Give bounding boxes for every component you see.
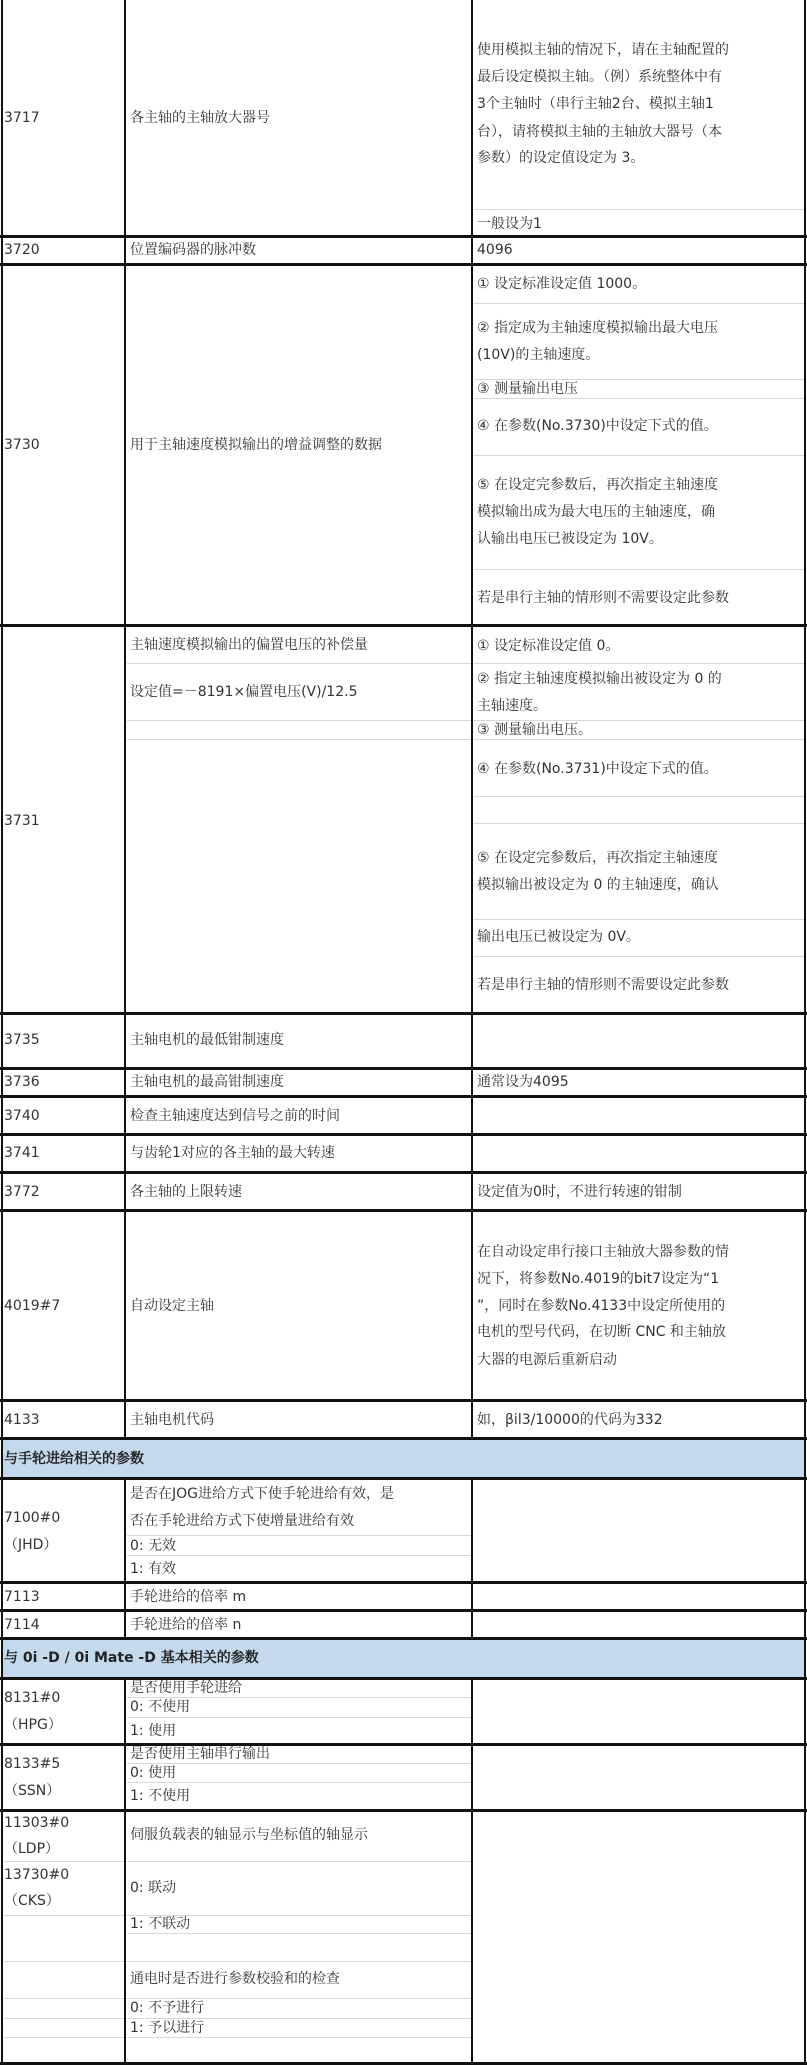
- param-number: 3720: [4, 242, 40, 258]
- divider: [127, 1535, 471, 1536]
- param-desc: ④ 在参数(No.3730)中设定下式的值。: [477, 418, 718, 434]
- divider: [127, 663, 471, 664]
- param-desc: ① 设定标准设定值 1000。: [477, 276, 647, 292]
- section-title: 与手轮进给相关的参数: [4, 1451, 144, 1467]
- row-border: [0, 1809, 807, 1812]
- param-option: 0: 使用: [130, 1765, 177, 1781]
- param-formula: 设定值=－8191×偏置电压(V)/12.5: [130, 684, 358, 700]
- divider: [474, 303, 804, 304]
- param-number: 3741: [4, 1145, 40, 1161]
- param-option: 1: 有效: [130, 1561, 177, 1577]
- param-number: 7113: [4, 1589, 40, 1605]
- row-border: [0, 1677, 807, 1680]
- divider: [474, 919, 804, 920]
- param-name: 主轴电机代码: [130, 1412, 214, 1428]
- section-title: 与 0i -D / 0i Mate -D 基本相关的参数: [4, 1650, 259, 1666]
- col-border: [1, 0, 3, 2065]
- divider: [474, 209, 804, 210]
- param-desc: ⑤ 在设定完参数后，再次指定主轴速度: [477, 850, 718, 866]
- param-name: 主轴电机的最低钳制速度: [130, 1032, 284, 1048]
- divider: [474, 720, 804, 721]
- param-name: 自动设定主轴: [130, 1298, 214, 1314]
- param-desc: ② 指定成为主轴速度模拟输出最大电压: [477, 320, 718, 336]
- param-desc: ⑤ 在设定完参数后，再次指定主轴速度: [477, 477, 718, 493]
- param-option: 1: 不联动: [130, 1916, 191, 1932]
- param-desc: ④ 在参数(No.3731)中设定下式的值。: [477, 761, 718, 777]
- param-symbol: （SSN）: [4, 1783, 61, 1799]
- divider: [474, 739, 804, 740]
- param-name: 用于主轴速度模拟输出的增益调整的数据: [130, 437, 382, 453]
- param-number: 4133: [4, 1412, 40, 1428]
- divider: [127, 1933, 471, 1934]
- param-desc: 电机的型号代码，在切断 CNC 和主轴放: [477, 1324, 726, 1340]
- divider: [4, 1961, 124, 1962]
- param-desc: 模拟输出成为最大电压的主轴速度，确: [477, 504, 715, 520]
- row-border: [0, 1637, 807, 1640]
- row-border: [0, 1171, 807, 1174]
- param-desc: 况下，将参数No.4019的bit7设定为“1: [477, 1271, 720, 1287]
- row-border: [0, 1581, 807, 1584]
- divider: [4, 1861, 124, 1862]
- row-border: [0, 1609, 807, 1612]
- param-number: 7114: [4, 1617, 40, 1633]
- param-option: 0: 不使用: [130, 1699, 191, 1715]
- divider: [474, 398, 804, 399]
- row-border: [0, 263, 807, 266]
- param-name: 是否使用手轮进给: [130, 1680, 242, 1696]
- param-desc: 输出电压已被设定为 0V。: [477, 929, 640, 945]
- row-border: [0, 1067, 807, 1070]
- col-border: [471, 1678, 473, 2065]
- param-desc: 主轴速度。: [477, 698, 547, 714]
- divider: [474, 796, 804, 797]
- param-number: 3740: [4, 1108, 40, 1124]
- param-number: 3772: [4, 1184, 40, 1200]
- row-border: [0, 1743, 807, 1746]
- divider: [474, 663, 804, 664]
- param-desc: 在自动设定串行接口主轴放大器参数的情: [477, 1244, 729, 1260]
- param-name: 各主轴的主轴放大器号: [130, 110, 270, 126]
- param-number: 8131#0: [4, 1690, 61, 1706]
- param-name: 是否使用主轴串行输出: [130, 1746, 270, 1762]
- divider: [127, 1998, 471, 1999]
- divider: [474, 569, 804, 570]
- param-name: 检查主轴速度达到信号之前的时间: [130, 1108, 340, 1124]
- col-border: [804, 0, 806, 2065]
- divider: [127, 2018, 471, 2019]
- divider: [127, 739, 471, 740]
- divider: [474, 956, 804, 957]
- param-number: 11303#0: [4, 1815, 70, 1831]
- divider: [474, 379, 804, 380]
- param-number: 3736: [4, 1074, 40, 1090]
- param-name: 伺服负载表的轴显示与坐标值的轴显示: [130, 1827, 368, 1843]
- divider: [4, 1998, 124, 1999]
- param-name: 位置编码器的脉冲数: [130, 242, 256, 258]
- param-name: 主轴电机的最高钳制速度: [130, 1074, 284, 1090]
- divider: [127, 1763, 471, 1764]
- param-desc: 台），请将模拟主轴的主轴放大器号（本: [477, 124, 722, 140]
- param-symbol: （CKS）: [4, 1893, 60, 1909]
- divider: [127, 720, 471, 721]
- divider: [127, 2037, 471, 2038]
- param-number: 4019#7: [4, 1298, 61, 1314]
- param-name: 与齿轮1对应的各主轴的最大转速: [130, 1145, 335, 1161]
- param-symbol: （LDP）: [4, 1841, 60, 1857]
- divider: [127, 1861, 471, 1862]
- param-number: 13730#0: [4, 1867, 70, 1883]
- param-desc: ① 设定标准设定值 0。: [477, 638, 620, 654]
- param-desc: 若是串行主轴的情形则不需要设定此参数: [477, 590, 729, 606]
- param-desc: 使用模拟主轴的情况下，请在主轴配置的: [477, 42, 729, 58]
- col-border: [471, 0, 473, 1440]
- param-name: 主轴速度模拟输出的偏置电压的补偿量: [130, 637, 368, 653]
- row-border: [0, 1209, 807, 1212]
- param-desc: (10V)的主轴速度。: [477, 347, 600, 363]
- param-name: 手轮进给的倍率 n: [130, 1617, 242, 1633]
- row-border: [0, 1012, 807, 1015]
- param-number: 3731: [4, 813, 40, 829]
- param-name: 通电时是否进行参数校验和的检查: [130, 1971, 340, 1987]
- divider: [4, 1915, 124, 1916]
- row-border: [0, 1133, 807, 1136]
- param-option: 1: 不使用: [130, 1788, 191, 1804]
- param-name: 各主轴的上限转速: [130, 1184, 242, 1200]
- divider: [474, 455, 804, 456]
- param-option: 0: 无效: [130, 1538, 177, 1554]
- param-name: 是否在JOG进给方式下使手轮进给有效，是: [130, 1486, 394, 1502]
- col-border: [124, 0, 126, 1440]
- param-name: 否在手轮进给方式下使增量进给有效: [130, 1513, 354, 1529]
- divider: [127, 1555, 471, 1556]
- param-desc: 如，βil3/10000的代码为332: [477, 1412, 663, 1428]
- param-desc: 设定值为0时，不进行转速的钳制: [477, 1184, 682, 1200]
- param-option: 1: 使用: [130, 1723, 177, 1739]
- param-desc: 3个主轴时（串行主轴2台、模拟主轴1: [477, 96, 714, 112]
- param-option: 0: 不予进行: [130, 2000, 205, 2016]
- divider: [474, 823, 804, 824]
- param-symbol: （JHD）: [4, 1537, 58, 1553]
- param-desc: 参数）的设定值设定为 3。: [477, 150, 645, 166]
- divider: [127, 1782, 471, 1783]
- param-number: 3730: [4, 437, 40, 453]
- param-desc: 若是串行主轴的情形则不需要设定此参数: [477, 977, 729, 993]
- param-symbol: （HPG）: [4, 1717, 62, 1733]
- row-border: [0, 235, 807, 238]
- param-number: 3717: [4, 110, 40, 126]
- row-border: [0, 1399, 807, 1402]
- param-note: 一般设为1: [477, 216, 542, 232]
- divider: [4, 2037, 124, 2038]
- param-desc: ”，同时在参数No.4133中设定所使用的: [477, 1298, 726, 1314]
- col-border: [124, 1478, 126, 1640]
- param-desc: 认输出电压已被设定为 10V。: [477, 531, 663, 547]
- row-border: [0, 1477, 807, 1480]
- param-desc: 4096: [477, 242, 513, 258]
- param-desc: 通常设为4095: [477, 1074, 569, 1090]
- param-number: 8133#5: [4, 1756, 61, 1772]
- divider: [127, 1697, 471, 1698]
- row-border: [0, 624, 807, 627]
- param-option: 0: 联动: [130, 1880, 177, 1896]
- param-desc: ③ 测量输出电压: [477, 381, 579, 397]
- param-name: 手轮进给的倍率 m: [130, 1589, 247, 1605]
- divider: [127, 1717, 471, 1718]
- col-border: [471, 1478, 473, 1640]
- param-desc: 最后设定模拟主轴。（例）系统整体中有: [477, 69, 722, 85]
- param-desc: ③ 测量输出电压。: [477, 722, 593, 738]
- row-border: [0, 1437, 807, 1440]
- param-desc: 模拟输出被设定为 0 的主轴速度，确认: [477, 877, 719, 893]
- divider: [4, 2018, 124, 2019]
- param-option: 1: 予以进行: [130, 2020, 205, 2036]
- col-border: [124, 1678, 126, 2065]
- param-desc: 大器的电源后重新启动: [477, 1352, 617, 1368]
- param-number: 3735: [4, 1032, 40, 1048]
- param-desc: ② 指定主轴速度模拟输出被设定为 0 的: [477, 671, 722, 687]
- row-border: [0, 1095, 807, 1098]
- param-number: 7100#0: [4, 1510, 61, 1526]
- divider: [127, 1961, 471, 1962]
